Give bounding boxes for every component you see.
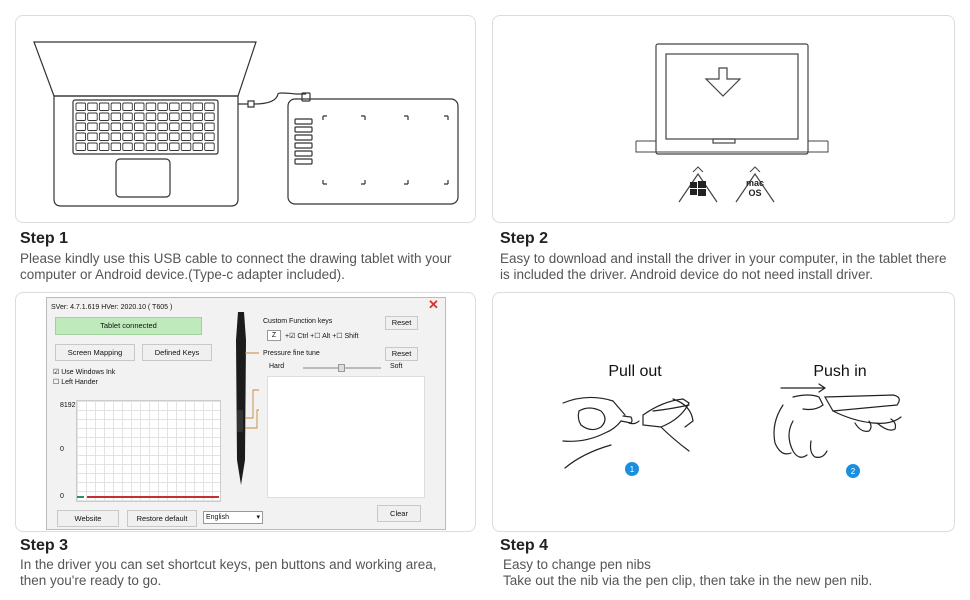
custom-function-keys-label: Custom Function keys xyxy=(263,318,333,325)
pen-test-area[interactable] xyxy=(267,376,425,498)
keyboard-key xyxy=(111,133,121,141)
usb-cable xyxy=(238,93,306,107)
keyboard-key xyxy=(158,133,168,141)
pull-out-label: Pull out xyxy=(608,363,662,380)
keyboard-key xyxy=(88,123,98,131)
left-hander-checkbox[interactable]: ☐ Left Hander xyxy=(53,379,98,386)
keyboard-key xyxy=(88,103,98,111)
close-icon[interactable]: ✕ xyxy=(428,297,439,312)
drawing-tablet xyxy=(288,99,458,204)
hard-label: Hard xyxy=(269,363,285,370)
push-in-label: Push in xyxy=(813,363,867,380)
keyboard-key xyxy=(99,143,109,151)
keyboard-key xyxy=(205,143,215,151)
keyboard-key xyxy=(170,123,180,131)
keyboard-key xyxy=(146,113,156,121)
keyboard-key xyxy=(111,143,121,151)
keyboard-key xyxy=(158,103,168,111)
screen-mapping-button[interactable]: Screen Mapping xyxy=(55,344,135,361)
keyboard-key xyxy=(193,123,203,131)
step-badge-1-label: 1 xyxy=(629,465,635,474)
keyboard-key xyxy=(170,103,180,111)
keyboard-key xyxy=(135,133,145,141)
chevron-down-icon: ▾ xyxy=(256,514,260,521)
keyboard-key xyxy=(193,103,203,111)
keyboard-key xyxy=(135,113,145,121)
keyboard-key xyxy=(111,103,121,111)
pressure-curve-line xyxy=(87,496,219,498)
laptop-trackpad xyxy=(116,159,170,197)
keyboard-key xyxy=(158,143,168,151)
keyboard-keys xyxy=(76,103,214,151)
keyboard-key xyxy=(76,123,86,131)
keyboard-key xyxy=(205,123,215,131)
pressure-mid-label: 0 xyxy=(60,446,64,453)
reset-pressure-button[interactable]: Reset xyxy=(385,347,418,361)
keyboard-key xyxy=(111,113,121,121)
windows-ink-label: Use Windows Ink xyxy=(61,369,116,376)
pressure-curve-grid[interactable] xyxy=(76,400,221,502)
keyboard-key xyxy=(88,143,98,151)
driver-window xyxy=(46,297,446,530)
right-thumb xyxy=(774,405,791,454)
keyboard-key xyxy=(146,123,156,131)
keyboard-key xyxy=(135,123,145,131)
step4-title: Step 4 xyxy=(500,537,549,554)
keyboard-key xyxy=(181,103,191,111)
pressure-min-label: 0 xyxy=(60,493,64,500)
keyboard-key xyxy=(135,103,145,111)
keyboard-key xyxy=(99,123,109,131)
keyboard-key xyxy=(88,133,98,141)
step2-text: Easy to download and install the driver in your computer, in the tablet there is included the driver. Android device do not need install driver. xyxy=(500,251,947,282)
nib-change-illustration xyxy=(493,293,955,532)
step4-text: Easy to change pen nibs Take out the nib via the pen clip, then take in the new pen nib. xyxy=(503,557,873,588)
language-select[interactable]: English ▾ xyxy=(203,511,263,524)
windows-ink-checkbox[interactable]: ☑ Use Windows Ink xyxy=(53,369,116,376)
keyboard-key xyxy=(181,123,191,131)
driver-version: SVer: 4.7.1.619 HVer: 2020.10 ( T605 ) xyxy=(51,304,173,311)
windows-logo-icon xyxy=(690,181,706,196)
step2-illustration-panel xyxy=(492,15,955,223)
keyboard-key xyxy=(146,143,156,151)
defined-keys-button[interactable]: Defined Keys xyxy=(142,344,212,361)
keyboard-key xyxy=(170,133,180,141)
keyboard-key xyxy=(123,143,133,151)
left-thumb xyxy=(578,408,605,430)
push-arrow-icon xyxy=(781,384,825,392)
laptop-tablet-illustration xyxy=(16,16,476,223)
website-button[interactable]: Website xyxy=(57,510,119,527)
step-badge-2-label: 2 xyxy=(850,467,856,476)
keyboard-key xyxy=(99,133,109,141)
laptop-base xyxy=(54,96,238,206)
keyboard-key xyxy=(123,133,133,141)
pressure-slider[interactable] xyxy=(303,367,381,369)
pressure-slider-handle[interactable] xyxy=(338,364,345,372)
key-z-input[interactable]: Z xyxy=(267,330,281,341)
keyboard-key xyxy=(181,113,191,121)
keyboard-key xyxy=(170,113,180,121)
restore-default-button[interactable]: Restore default xyxy=(127,510,197,527)
keyboard-key xyxy=(76,113,86,121)
clear-button[interactable]: Clear xyxy=(377,505,421,522)
left-hand-a xyxy=(563,397,625,415)
step3-illustration-panel xyxy=(15,292,476,532)
keyboard-key xyxy=(193,143,203,151)
monitor-screen xyxy=(666,54,798,139)
keyboard-key xyxy=(76,103,86,111)
keyboard-key xyxy=(76,143,86,151)
driver-download-illustration xyxy=(493,16,955,223)
reset-function-keys-button[interactable]: Reset xyxy=(385,316,418,330)
keyboard-key xyxy=(181,133,191,141)
keyboard-key xyxy=(99,113,109,121)
keyboard-key xyxy=(205,103,215,111)
modifier-keys[interactable]: +☑ Ctrl +☐ Alt +☐ Shift xyxy=(285,333,359,340)
pressure-max-label: 8192 xyxy=(60,402,76,409)
keyboard-key xyxy=(158,113,168,121)
keyboard-key xyxy=(135,143,145,151)
step1-illustration-panel xyxy=(15,15,476,223)
step1-title: Step 1 xyxy=(20,230,69,247)
keyboard-key xyxy=(193,113,203,121)
step2-title: Step 2 xyxy=(500,230,549,247)
laptop-lid xyxy=(34,42,256,96)
pressure-fine-tune-label: Pressure fine tune xyxy=(263,350,320,357)
left-hander-label: Left Hander xyxy=(61,379,98,386)
download-arrow-icon xyxy=(706,68,740,96)
keyboard-key xyxy=(111,123,121,131)
soft-label: Soft xyxy=(390,363,403,370)
right-pen-body xyxy=(825,395,899,411)
keyboard-key xyxy=(123,103,133,111)
keyboard-key xyxy=(158,123,168,131)
keyboard-key xyxy=(146,133,156,141)
keyboard-key xyxy=(88,113,98,121)
keyboard-key xyxy=(146,103,156,111)
keyboard-key xyxy=(170,143,180,151)
step4-illustration-panel xyxy=(492,292,955,532)
keyboard-key xyxy=(99,103,109,111)
keyboard-key xyxy=(193,133,203,141)
keyboard-key xyxy=(205,113,215,121)
keyboard-key xyxy=(123,123,133,131)
monitor-notch xyxy=(713,139,735,143)
keyboard-key xyxy=(205,133,215,141)
laptop-keyboard xyxy=(73,100,218,154)
keyboard-key xyxy=(123,113,133,121)
macos-label-line2: OS xyxy=(748,188,762,198)
tablet-status-badge: Tablet connected xyxy=(55,317,202,335)
macos-label-line1: mac xyxy=(745,178,765,188)
step1-text: Please kindly use this USB cable to connect the drawing tablet with your computer or Android device.(Type-c adapter included). xyxy=(20,251,452,282)
step3-title: Step 3 xyxy=(20,537,69,554)
monitor-frame xyxy=(656,44,808,154)
step3-text: In the driver you can set shortcut keys, pen buttons and working area, then you're ready to go. xyxy=(20,557,437,588)
keyboard-key xyxy=(181,143,191,151)
keyboard-key xyxy=(76,133,86,141)
